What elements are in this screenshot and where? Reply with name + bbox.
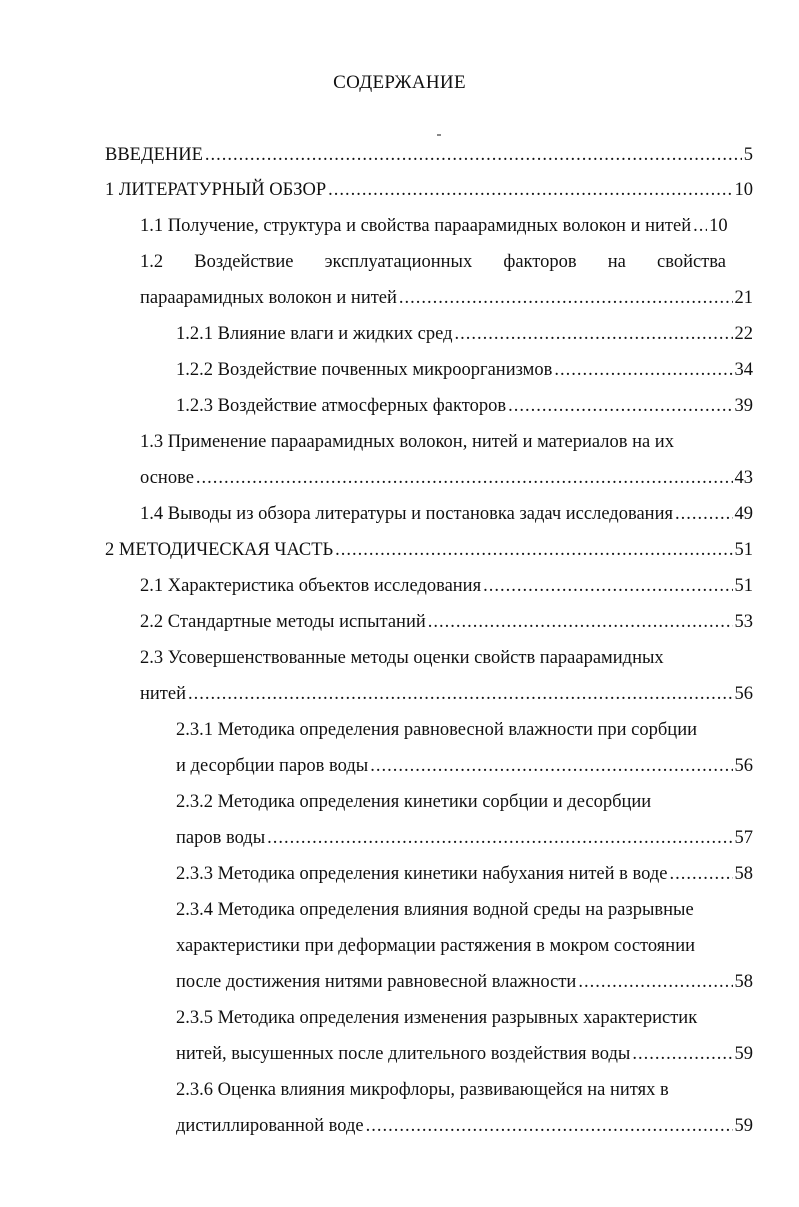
- toc-page-number: 56: [734, 684, 753, 704]
- toc-entry-2-3-4-line2[interactable]: характеристики при деформации растяжения в мокром состоянии: [176, 936, 696, 956]
- leader-dots: [508, 396, 732, 417]
- toc-entry-1-2-2[interactable]: [176, 360, 753, 386]
- toc-entry-label: основе: [140, 468, 194, 488]
- toc-entry-1-3-line1[interactable]: 1.3 Применение параарамидных волокон, нитей и материалов на их: [140, 432, 674, 452]
- toc-entry-label: 1.2.1 Влияние влаги и жидких сред: [176, 324, 453, 344]
- toc-entry-label: параарамидных волокон и нитей: [140, 288, 397, 308]
- toc-entry-2-3-1-line2[interactable]: [176, 756, 753, 782]
- leader-dots: [554, 360, 732, 381]
- word: эксплуатационных: [324, 252, 473, 272]
- toc-entry-label: 2.1 Характеристика объектов исследования: [140, 576, 482, 596]
- toc-entry-label: 1.4 Выводы из обзора литературы и постановка задач исследования: [140, 504, 673, 524]
- leader-dots: [428, 612, 733, 633]
- toc-entry-2-1[interactable]: [140, 576, 753, 602]
- toc-page-number: 51: [734, 540, 753, 560]
- toc-entry-chapter-2[interactable]: [105, 540, 753, 566]
- toc-page-number: 57: [734, 828, 753, 848]
- leader-dots: [632, 1044, 732, 1065]
- leader-dots: [399, 288, 733, 309]
- toc-page-number: 5: [743, 145, 753, 165]
- toc-entry-label: и десорбции паров воды: [176, 756, 369, 776]
- toc-page-number: 59: [734, 1044, 753, 1064]
- leader-dots: [188, 684, 733, 705]
- toc-entry-1-2-line2[interactable]: [140, 288, 753, 314]
- toc-entry-2-3-line2[interactable]: [140, 684, 753, 710]
- toc-page-number: 10: [709, 216, 728, 236]
- toc-entry-2-2[interactable]: [140, 612, 753, 638]
- toc-entry-label: ВВЕДЕНИЕ: [105, 145, 203, 165]
- leader-dots: [267, 828, 732, 849]
- word: 1.2: [140, 252, 164, 272]
- toc-page-number: 59: [734, 1116, 753, 1136]
- toc-entry-label: 2 МЕТОДИЧЕСКАЯ ЧАСТЬ: [105, 540, 334, 560]
- toc-entry-1-2-line1[interactable]: [140, 252, 726, 273]
- leader-dots: [335, 540, 732, 561]
- leader-dots: [578, 972, 732, 993]
- toc-entry-2-3-4-line3[interactable]: [176, 972, 753, 998]
- toc-entry-2-3-2-line2[interactable]: [176, 828, 753, 854]
- toc-entry-1-2-3[interactable]: [176, 396, 753, 422]
- toc-entry-2-3-2-line1[interactable]: 2.3.2 Методика определения кинетики сорбции и десорбции: [176, 792, 652, 812]
- page-title: СОДЕРЖАНИЕ: [333, 72, 466, 93]
- toc-page-number: 56: [734, 756, 753, 776]
- toc-entry-label: дистиллированной воде: [176, 1116, 364, 1136]
- toc-entry-label: 1.1 Получение, структура и свойства параарамидных волокон и нитей: [140, 216, 692, 236]
- toc-entry-2-3-4-line1[interactable]: 2.3.4 Методика определения влияния водной среды на разрывные: [176, 900, 694, 920]
- toc-page-number: 51: [734, 576, 753, 596]
- toc-entry-1-2-1[interactable]: [176, 324, 753, 350]
- leader-dots: [455, 324, 733, 345]
- toc-page-number: 22: [734, 324, 753, 344]
- scan-speck: [437, 134, 441, 136]
- toc-entry-1-4[interactable]: [140, 504, 753, 530]
- leader-dots: [693, 216, 707, 237]
- toc-entry-label: 1.2.3 Воздействие атмосферных факторов: [176, 396, 507, 416]
- toc-entry-label: 1.2.2 Воздействие почвенных микроорганизмов: [176, 360, 553, 380]
- word: на: [607, 252, 626, 272]
- leader-dots: [370, 756, 732, 777]
- word: факторов: [503, 252, 577, 272]
- toc-entry-2-3-6-line2[interactable]: [176, 1116, 753, 1142]
- toc-page-number: 58: [734, 864, 753, 884]
- toc-entry-2-3-line1[interactable]: 2.3 Усовершенствованные методы оценки свойств параарамидных: [140, 648, 664, 668]
- toc-entry-label: 2.2 Стандартные методы испытаний: [140, 612, 426, 632]
- toc-page-number: 34: [734, 360, 753, 380]
- toc-entry-1-3-line2[interactable]: [140, 468, 753, 494]
- toc-entry-2-3-6-line1[interactable]: 2.3.6 Оценка влияния микрофлоры, развивающейся на нитях в: [176, 1080, 669, 1100]
- leader-dots: [328, 180, 732, 201]
- toc-entry-2-3-3[interactable]: [176, 864, 753, 890]
- leader-dots: [366, 1116, 733, 1137]
- toc-entry-label: паров воды: [176, 828, 266, 848]
- leader-dots: [205, 145, 742, 166]
- leader-dots: [669, 864, 732, 885]
- toc-page-number: 10: [734, 180, 753, 200]
- leader-dots: [483, 576, 732, 597]
- word: Воздействие: [194, 252, 294, 272]
- toc-page-number: 53: [734, 612, 753, 632]
- toc-entry-label: 1 ЛИТЕРАТУРНЫЙ ОБЗОР: [105, 180, 327, 200]
- toc-page-number: 39: [734, 396, 753, 416]
- word: свойства: [657, 252, 726, 272]
- toc-page-number: 21: [734, 288, 753, 308]
- toc-entry-2-3-5-line2[interactable]: [176, 1044, 753, 1070]
- toc-page-number: 43: [734, 468, 753, 488]
- toc-entry-2-3-1-line1[interactable]: 2.3.1 Методика определения равновесной влажности при сорбции: [176, 720, 698, 740]
- toc-entry-label: нитей: [140, 684, 186, 704]
- toc-page-number: 49: [734, 504, 753, 524]
- toc-page-number: 58: [734, 972, 753, 992]
- toc-entry-label: 2.3.3 Методика определения кинетики набухания нитей в воде: [176, 864, 668, 884]
- toc-entry-1-1[interactable]: [140, 216, 753, 242]
- toc-entry-2-3-5-line1[interactable]: 2.3.5 Методика определения изменения разрывных характеристик: [176, 1008, 698, 1028]
- toc-entry-label: после достижения нитями равновесной влажности: [176, 972, 577, 992]
- toc-entry-chapter-1[interactable]: [105, 180, 753, 206]
- toc-entry-label: нитей, высушенных после длительного воздействия воды: [176, 1044, 631, 1064]
- leader-dots: [675, 504, 733, 525]
- leader-dots: [196, 468, 733, 489]
- toc-entry-introduction[interactable]: [105, 145, 753, 171]
